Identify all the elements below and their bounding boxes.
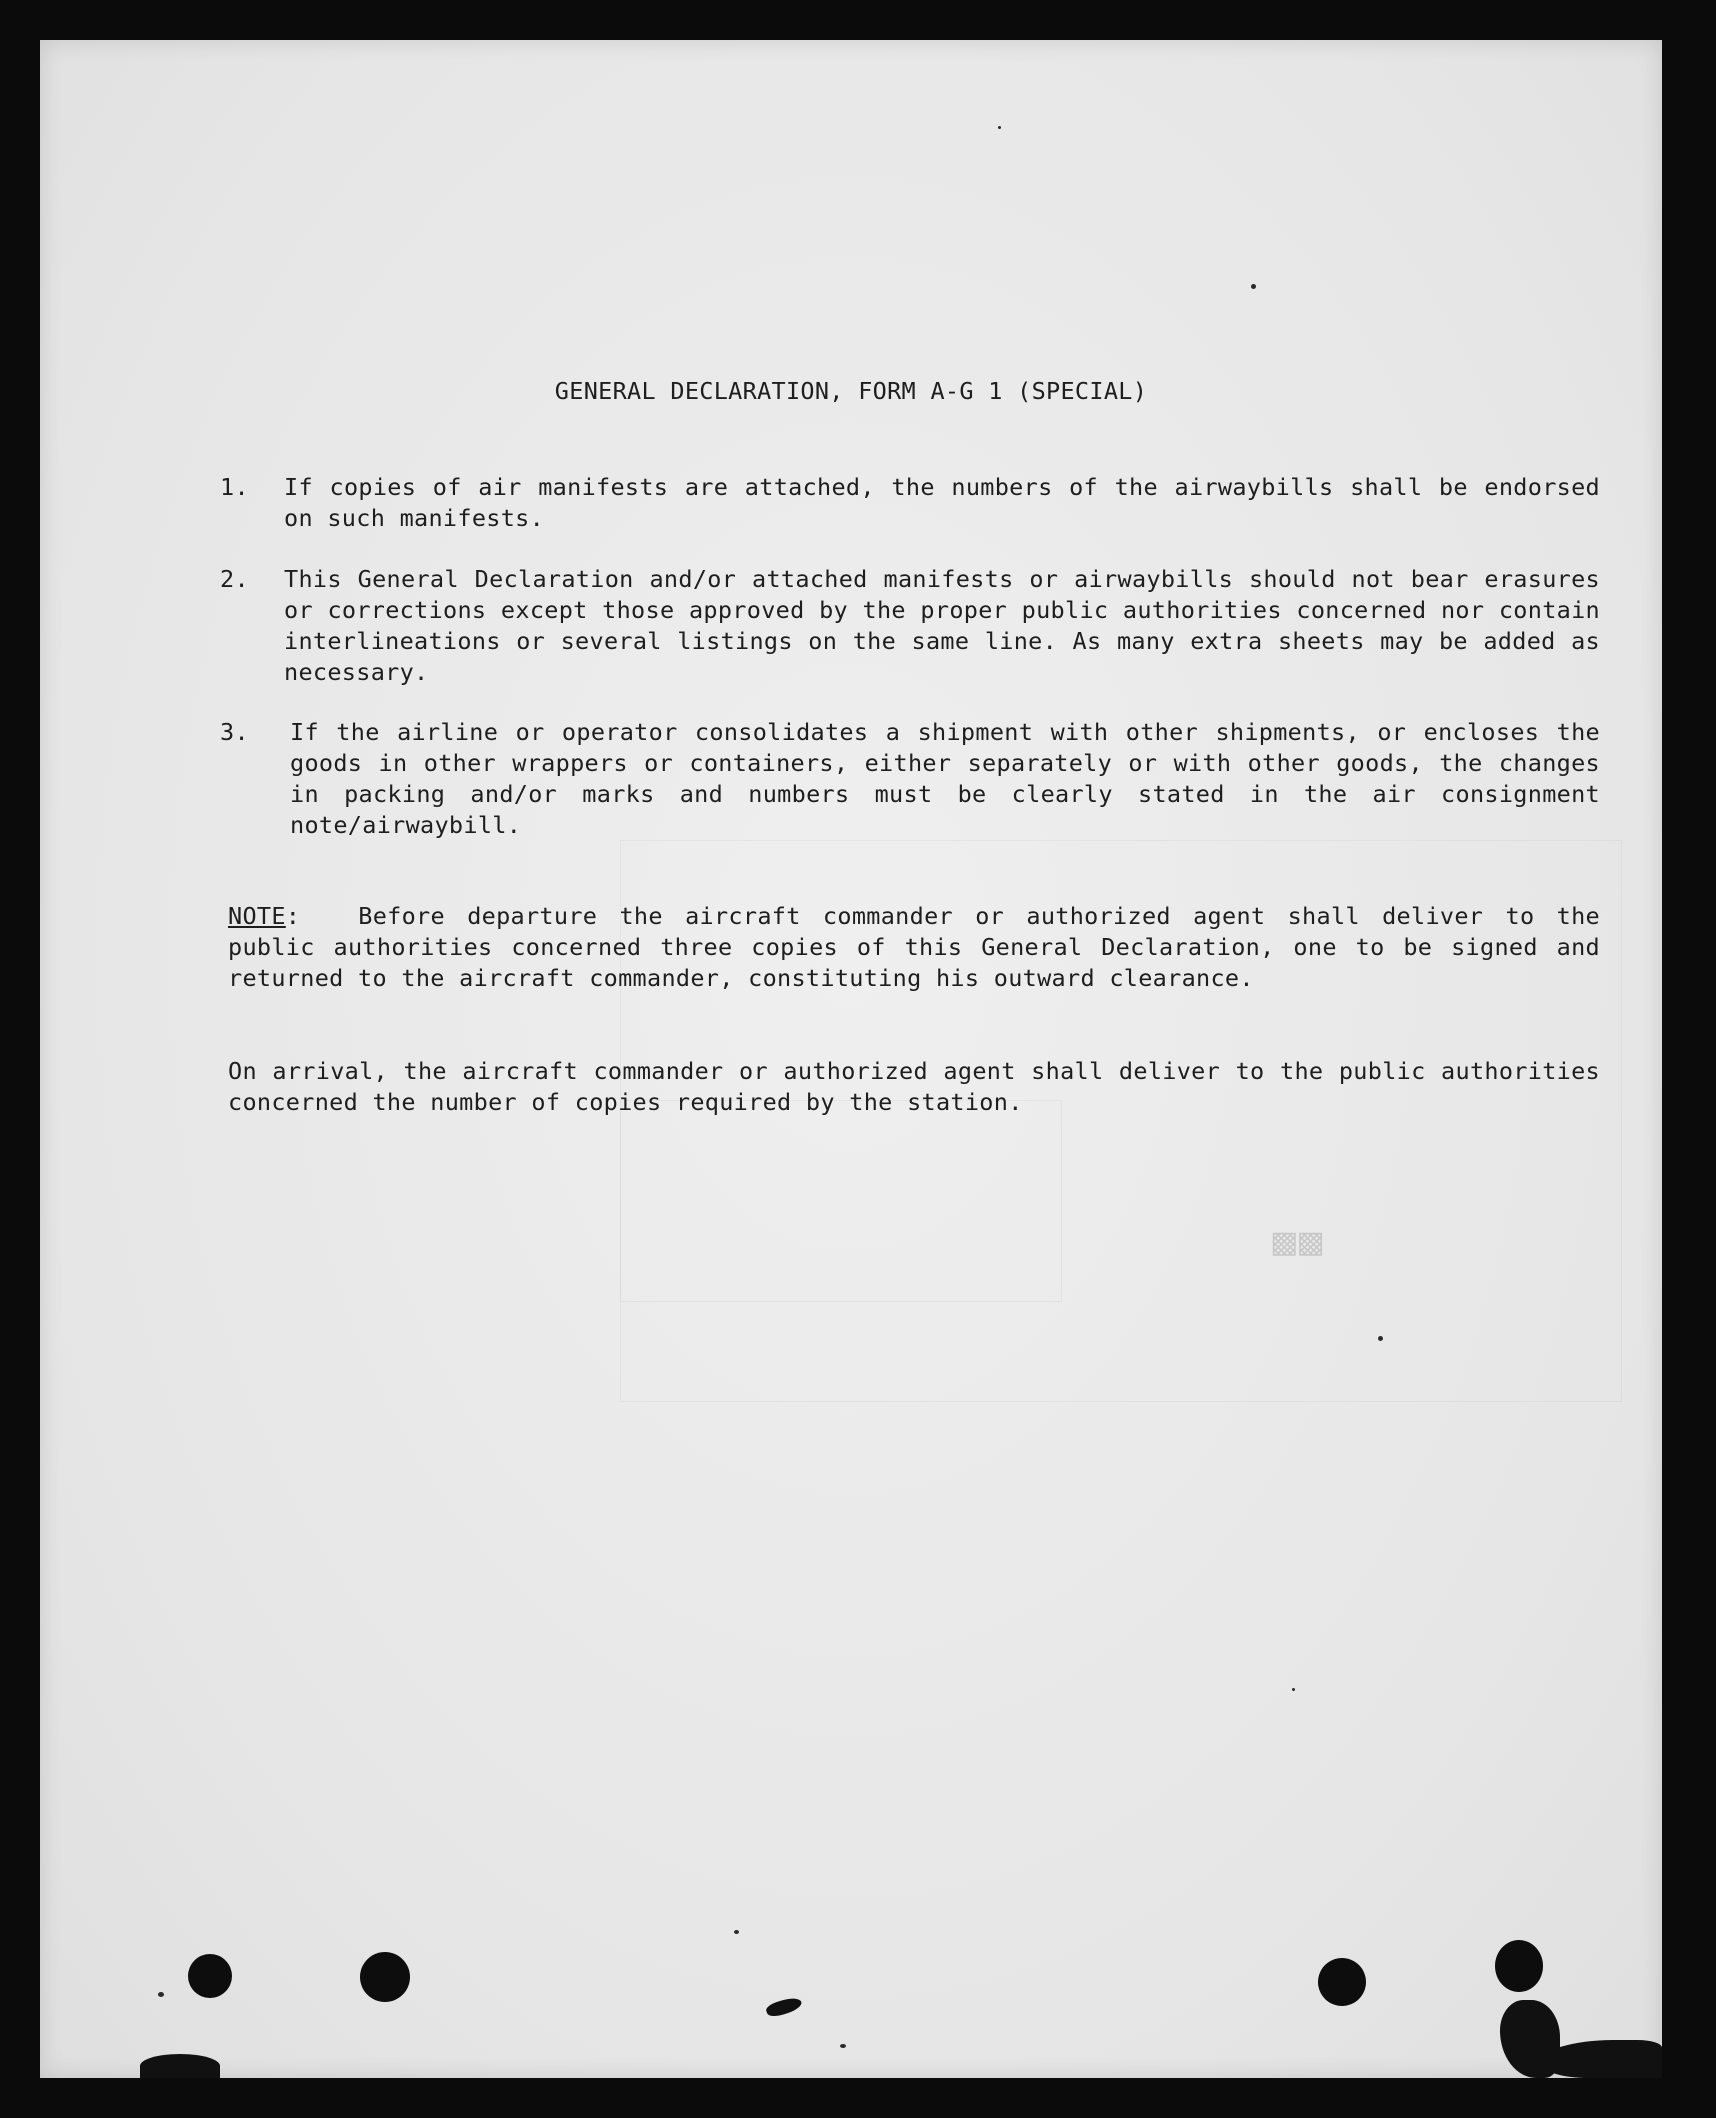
document-page — [40, 40, 1662, 2078]
item-text: This General Declaration and/or attached manifests or airwaybills should not bear erasures or corrections except those approved by the proper public authorities concerned nor contain interlineations or several listings on the same line. As many extra sheets may be added as necessary. — [284, 565, 1600, 686]
note-label-word: NOTE — [228, 902, 286, 930]
paper-speck — [1251, 284, 1256, 289]
paper-speck — [998, 126, 1001, 129]
list-item — [220, 472, 1600, 534]
item-number: 1. — [220, 473, 249, 501]
note-label-colon: : — [285, 902, 301, 930]
note-text: Before departure the aircraft commander or authorized agent shall deliver to the public authorities concerned three copies of this General Declaration, one to be signed and returned to the aircraft commander, constituting his outward clearance. — [228, 902, 1600, 992]
item-text: If copies of air manifests are attached, the numbers of the airwaybills shall be endorsed on such manifests. — [284, 473, 1600, 532]
list-item — [220, 564, 1600, 688]
punch-hole — [1495, 1940, 1543, 1992]
note-paragraph — [228, 901, 1600, 994]
paper-speck — [1292, 1688, 1295, 1691]
paper-speck — [1378, 1336, 1383, 1341]
list-item — [220, 717, 1600, 841]
punch-hole — [360, 1952, 410, 2002]
bleed-through-box — [620, 1100, 1062, 1302]
note-label — [228, 902, 300, 930]
paper-speck — [734, 1930, 739, 1934]
paper-speck — [840, 2044, 846, 2048]
document-title: GENERAL DECLARATION, FORM A-G 1 (SPECIAL) — [554, 377, 1148, 405]
paper-speck — [158, 1992, 164, 1997]
item-number: 2. — [220, 565, 249, 593]
item-number: 3. — [220, 718, 249, 746]
arrival-paragraph: On arrival, the aircraft commander or authorized agent shall deliver to the public authorities concerned the number of copies required by the station. — [228, 1057, 1600, 1116]
ink-smudge — [765, 1995, 804, 2019]
punch-hole — [1318, 1958, 1366, 2006]
item-text: If the airline or operator consolidates a shipment with other shipments, or encloses the goods in other wrappers or containers, either separately or with other goods, the changes in packing and/or marks and numbers must be clearly stated in the air consignment note/airwaybill. — [290, 718, 1600, 839]
punch-hole — [188, 1954, 232, 1998]
ink-smudge — [140, 2054, 220, 2078]
faint-stamp-mark: ▩▩ — [1270, 1225, 1323, 1260]
